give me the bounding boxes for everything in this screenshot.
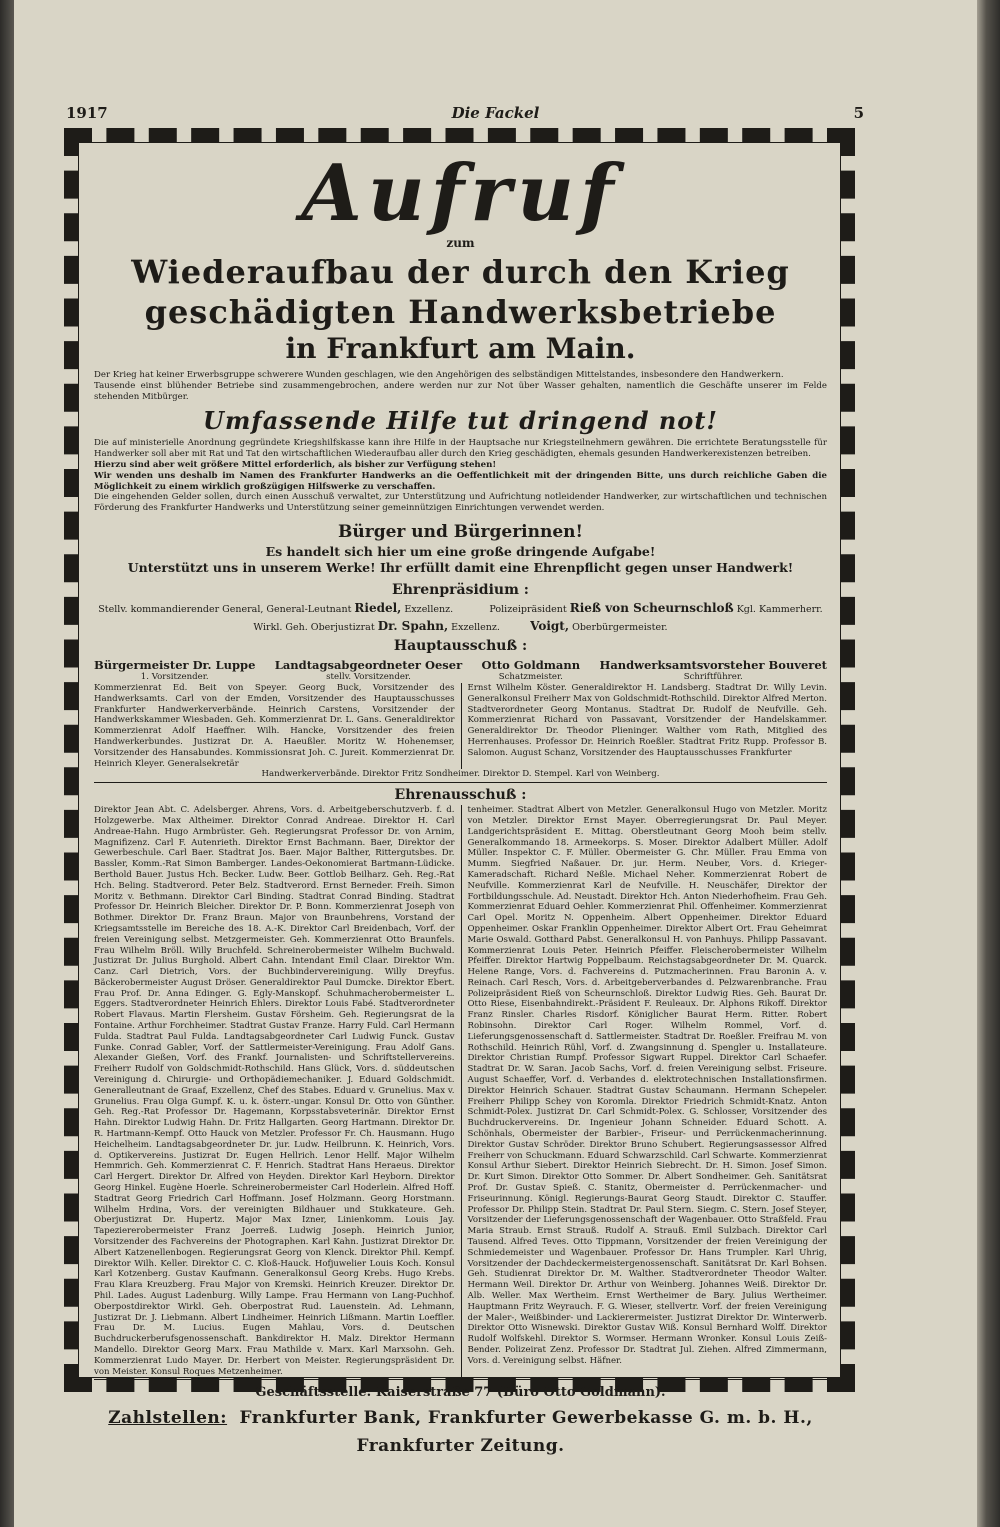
- citizens-heading: Bürger und Bürgerinnen!: [338, 521, 583, 542]
- honorary-presidium-row-2: [94, 618, 827, 636]
- main-committee-left-column: Kommerzienrat Ed. Beit von Speyer. Georg Buck, Vorsitzender des Handwerksamts. Carl von der Emden, Vorsitzender des Hauptausschusses Frankfurter Handwerkerverbände. Heinrich Carstens, Vorsitzender der Handwerkskammer Wiesbaden. Geh. Kommerzienrat Dr. L. Gans. Generaldirektor Kommerzienrat Adolf Haeffner. Wilh. Hancke, Vorsitzender des freien Handwerkerbundes. Justizrat Dr. A. Haeußler. Moritz W. Hohenemser, Vorsitzender des Hansabundes. Kommissionsrat Joh. C. Jureit. Kommerzienrat Dr. Heinrich Kleyer. Generalsekretär: [94, 682, 455, 769]
- presidium-member-name: Rieß von Scheurnschloß: [569, 600, 734, 615]
- honorary-committee-right-column: tenheimer. Stadtrat Albert von Metzler. Generalkonsul Hugo von Metzler. Moritz von Metzler. Direktor Ernst Mayer. Oberregierungsrat Dr. Paul Meyer. Landgerichtspräsident E. Mittag. Oberstleutnant Georg Mooh beim stellv. Generalkommando 18. Armeekorps. S. Moser. Direktor Adalbert Müller. Adolf Müller. Inspektor C. F. Müller. Obermeister G. Chr. Müller. Frau Emma von Mumm. Siegfried Naßauer. Dr. jur. Herm. Neuber, Vors. d. Krieger-Kameradschaft. Richard Neßle. Michael Neher. Kommerzienrat Robert de Neufville. Kommerzienrat Karl de Neufville. H. Neuschäfer, Direktor der Fortbildungsschule. Ad. Neustadt. Direktor Hch. Anton Niederhofheim. Frau Geh. Kommerzienrat Eduard Oehler. Kommerzienrat Phil. Offenheimer. Kommerzienrat Carl Opel. Moritz N. Oppenheim. Albert Oppenheimer. Direktor Eduard Oppenheimer. Oskar Franklin Oppenheimer. Direktor Albert Ort. Frau Geheimrat Marie Oswald. Gotthard Pabst. Generalkonsul H. von Panhuys. Philipp Passavant. Kommerzienrat Louis Peter. Heinrich Pfeiffer. Fleischerobermeister Wilhelm Pfeiffer. Direktor Hartwig Poppelbaum. Reichstagsabgeordneter Dr. M. Quarck. Helene Range, Vors. d. Fachvereins d. Putzmacherinnen. Frau Baronin A. v. Reinach. Carl Resch, Vors. d. Arbeitgeberverbandes d. Pelzwarenbranche. Frau Polizeipräsident Rieß von Scheurnschloß. Direktor Ludwig Ries. Geh. Baurat Dr. Otto Riese, Eisenbahndirekt.-Präsident F. Reuleaux. Dr. Alphons Rikoff. Direktor Franz Rinsler. Charles Risdorf. Königlicher Baurat Herm. Ritter. Robert Robinsohn. Direktor Carl Roger. Wilhelm Rommel, Vorf. d. Lieferungsgenossenschaft d. Sattlermeister. Stadtrat Dr. Roeßler. Freifrau M. von Rothschild. Heinrich Rühl, Vorf. d. Zwangsinnung d. Spengler u. Installateure. Direktor Christian Rumpf. Professor Sigwart Ruppel. Direktor Carl Schaefer. Stadtrat Dr. W. Saran. Jacob Sachs, Vorf. d. freien Vereinigung selbst. Friseure. August Schaeffer, Vorf. d. Verbandes d. elektrotechnischen Installationsfirmen. Direktor Heinrich Schauer. Stadtrat Gustav Schaumann. Hermann Schepeler. Freiherr Philipp Schey von Koromla. Direktor Friedrich Schmidt-Knatz. Anton Schmidt-Polex. Justizrat Dr. Carl Schmidt-Polex. G. Schlosser, Vorsitzender des Buchdruckervereins. Dr. Ingenieur Johann Schneider. Eduard Schott. A. Schönhals, Obermeister der Barbier-, Friseur- und Perrückenmacherinnung. Direktor Gustav Schröder. Direktor Bruno Schubert. Regierungsassessor Alfred Freiherr von Schuckmann. Eduard Schwarzschild. Carl Schwarte. Kommerzienrat Konsul Arthur Siebert. Direktor Heinrich Siebrecht. Dr. H. Simon. Josef Simon. Dr. Kurt Simon. Direktor Otto Sommer. Dr. Albert Sondheimer. Geh. Sanitätsrat Prof. Dr. Gustav Spieß. C. Stanitz, Obermeister d. Perrückenmacher- und Friseurinnung. Königl. Regierungs-Baurat Georg Staudt. Direktor C. Stauffer. Professor Dr. Philipp Stein. Stadtrat Dr. Paul Stern. Siegm. C. Stern. Josef Steyer, Vorsitzender der Lieferungsgenossenschaft der Wagenbauer. Otto Straßfeld. Frau Maria Straub. Ernst Strauß. Rudolf A. Strauß. Emil Sulzbach. Direktor Carl Tausend. Alfred Teves. Otto Tippmann, Vorsitzender der freien Vereinigung der Schmiedemeister und Wagenbauer. Professor Dr. Hans Trumpler. Karl Uhrig, Vorsitzender der Dachdeckermeistergenossenschaft. Sanitätsrat Dr. Karl Bohsen. Geh. Studienrat Direktor Dr. M. Walther. Stadtverordneter Theodor Walter. Hermann Weil. Direktor Dr. Arthur von Weinberg. Johannes Weiß. Direktor Dr. Alb. Weller. Max Wertheim. Ernst Wertheimer de Bary. Julius Wertheimer. Hauptmann Fritz Weyrauch. F. G. Wieser, stellvertr. Vorf. der freien Vereinigung der Maler-, Weißbinder- und Lackierermeister. Justizrat Direktor Dr. Winterwerb. Direktor Otto Wisnewski. Direktor Gustav Wiß. Konsul Bernhard Wolff. Direktor Rudolf Wolfskehl. Direktor S. Wormser. Hermann Wronker. Konsul Louis Zeiß-Bender. Polizeirat Zenz. Professor Dr. Stadtrat Jul. Ziehen. Alfred Zimmermann, Vors. d. Vereinigung selbst. Häfner.: [467, 805, 827, 1366]
- running-head-year: 1917: [66, 104, 108, 122]
- subtitle-line-1: Wiederaufbau der durch den Krieg: [131, 253, 790, 291]
- presidium-member-name: Dr. Spahn,: [377, 618, 449, 633]
- announcement: [94, 148, 827, 1457]
- officer-name: Bürgermeister Dr. Luppe: [94, 657, 256, 672]
- body-paragraph-1: Die auf ministerielle Anordnung gegründete Kriegshilfskasse kann ihre Hilfe in der Hauptsache nur Kriegsteilnehmern gewähren. Die errichtete Beratungsstelle für Handwerker soll aber mit Rat und Tat den wirtschaftlichen Wiederaufbau aller durch den Krieg geschädigten, ehemals gesunden Handwerkerexistenzen betreiben.: [94, 438, 827, 460]
- officer-name: Handwerksamtsvorsteher Bouveret: [599, 657, 827, 672]
- intro-paragraph-1: Der Krieg hat keiner Erwerbsgruppe schwerere Wunden geschlagen, wie den Angehörigen des selbständigen Mittelstandes, insbesondere den Handwerkern.: [94, 370, 784, 380]
- newspaper-page: [14, 0, 977, 1527]
- presidium-member-honorific: Kgl. Kammerherr.: [736, 603, 823, 615]
- officer: [94, 658, 255, 683]
- officer-role: Schriftführer.: [683, 671, 743, 682]
- main-committee-members: [94, 683, 827, 769]
- main-committee-tail: Handwerkerverbände. Direktor Fritz Sondheimer. Direktor D. Stempel. Karl von Weinberg.: [261, 769, 660, 780]
- officer-role: 1. Vorsitzender.: [140, 671, 209, 682]
- body-paragraph-4: Die eingehenden Gelder sollen, durch einen Ausschuß verwaltet, zur Unterstützung und Aufrichtung notleidender Handwerker, zur wirtschaftlichen und technischen Förderung des Frankfurter Handwerks und Unterstützung seiner gemeinnützigen Einrichtungen verwendet werden.: [94, 492, 827, 514]
- section-divider: [94, 1379, 827, 1380]
- honorary-presidium-heading: Ehrenpräsidium :: [392, 581, 529, 598]
- main-committee-right-column: Ernst Wilhelm Köster. Generaldirektor H. Landsberg. Stadtrat Dr. Willy Levin. Generalkonsul Freiherr Max von Goldschmidt-Rothschild. Direktor Alfred Merton. Stadtverordneter Georg Montanus. Stadtrat Dr. Rudolf de Neufville. Geh. Kommerzienrat Richard von Passavant, Vorsitzender der Handelskammer. Generaldirektor Dr. Theodor Plieninger. Walther vom Rath, Mitglied des Herrenhauses. Professor Dr. Heinrich Roeßler. Stadtrat Fritz Rupp. Professor B. Salomon. August Schanz, Vorsitzender des Hauptausschusses Frankfurter: [467, 682, 827, 758]
- officer: [482, 658, 581, 683]
- subtitle-line-3: in Frankfurt am Main.: [285, 332, 636, 365]
- officer: [599, 658, 827, 683]
- officer-name: Landtagsabgeordneter Oeser: [274, 657, 463, 672]
- honorary-committee-members: [94, 805, 827, 1377]
- officer-name: Otto Goldmann: [481, 657, 581, 672]
- presidium-member-honorific: Exzellenz.: [451, 621, 500, 633]
- presidium-member-title: Polizeipräsident: [489, 603, 567, 615]
- office-address: Geschäftsstelle: Kaiserstraße 77 (Büro Otto Goldmann).: [255, 1385, 666, 1401]
- running-head-journal: Die Fackel: [451, 104, 540, 122]
- section-divider: [94, 782, 827, 783]
- announcement-title: Aufruf: [301, 148, 620, 239]
- heading-block: [94, 150, 827, 366]
- presidium-member-name: Voigt,: [530, 618, 570, 633]
- honorary-presidium-row-1: [94, 600, 827, 618]
- help-heading: Umfassende Hilfe tut dringend not!: [203, 406, 718, 436]
- appeal-line-2: Unterstützt uns in unserem Werke! Ihr erfüllt damit eine Ehrenpflicht gegen unser Handwerk!: [127, 559, 794, 575]
- officer: [275, 658, 462, 683]
- presidium-member-name: Riedel,: [354, 600, 402, 615]
- payment-offices-list: Frankfurter Bank, Frankfurter Gewerbekasse G. m. b. H., Frankfurter Zeitung.: [239, 1408, 813, 1457]
- intro-paragraph-2: Tausende einst blühender Betriebe sind zusammengebrochen, andere werden nur zur Not über Wasser gehalten, namentlich die Geschäfte unserer im Felde stehenden Mitbürger.: [94, 380, 827, 402]
- honorary-committee-left-column: Direktor Jean Abt. C. Adelsberger. Ahrens, Vors. d. Arbeitgeberschutzverb. f. d. Holzgewerbe. Max Altheimer. Direktor Conrad Andreae. Direktor H. Carl Andreae-Hahn. Hugo Armbrüster. Geh. Regierungsrat Professor Dr. von Arnim, Magnifizenz. Carl F. Autenrieth. Direktor Ernst Bachmann. Baer, Direktor der Gewerbeschule. Carl Baer. Stadtrat Jos. Baer. Major Balther, Rittergutsbes. Dr. Bassler, Komm.-Rat Simon Bamberger. Landes-Oekonomierat Bartmann-Lüdicke. Berthold Bauer. Justus Hch. Becker. Ludw. Beer. Gottlob Beilharz. Geh. Reg.-Rat Hch. Beling. Stadtverord. Peter Belz. Stadtverord. Ernst Berneder. Freih. Simon Moritz v. Bethmann. Direktor Carl Binding. Stadtrat Conrad Binding. Stadtrat Professor Dr. Heinrich Bleicher. Direktor Dr. P. Bonn. Kommerzienrat Joseph von Bothmer. Direktor Dr. Franz Braun. Major von Braunbehrens, Vorstand der Kriegsamtsstelle im Bereiche des 18. A.-K. Direktor Carl Breidenbach, Vorf. der freien Vereinigung selbst. Metzgermeister. Geh. Kommerzienrat Otto Braunfels. Frau Wilhelm Bröll. Willy Bruchfeld. Schreinerobermeister Wilhelm Buchwald. Justizrat Dr. Julius Burghold. Albert Cahn. Intendant Emil Claar. Direktor Wm. Canz. Carl Dietrich, Vors. der Buchbindervereinigung. Willy Dreyfus. Bäckerobermeister August Dröser. Generaldirektor Paul Dumcke. Direktor Ebert. Frau Prof. Dr. Anna Edinger. G. Egly-Manskopf. Schuhmacherobermeister L. Eggers. Stadtverordneter Heinrich Ehlers. Direktor Louis Fabé. Stadtverordneter Robert Flavaus. Martin Flersheim. Gustav Försheim. Geh. Regierungsrat de la Fontaine. Arthur Forchheimer. Stadtrat Gustav Franze. Harry Fuld. Carl Hermann Fulda. Stadtrat Paul Fulda. Landtagsabgeordneter Carl Ludwig Funck. Gustav Funke. Conrad Gabler, Vorf. der Sattlermeister-Vereinigung. Frau Adolf Gans. Alexander Gießen, Vorf. des Frankf. Journalisten- und Schriftstellervereins. Freiherr Rudolf von Goldschmidt-Rothschild. Hans Glück, Vors. d. süddeutschen Vereinigung d. Chirurgie- und Orthopädiemechaniker. J. Eduard Goldschmidt. Generalleutnant de Graaf, Exzellenz, Chef des Stabes. Eduard v. Grunelius. Max v. Grunelius. Frau Olga Gumpf. K. u. k. österr.-ungar. Konsul Dr. Otto von Günther. Geh. Reg.-Rat Professor Dr. Hagemann, Korpsstabsveterinär. Direktor Ernst Hahn. Direktor Ludwig Hahn. Dr. Fritz Hallgarten. Georg Hartmann. Direktor Dr. R. Hartmann-Kempf. Otto Hauck von Metzler. Professor Fr. Ch. Hausmann. Hugo Heichelheim. Landtagsabgeordneter Dr. jur. Ludw. Heilbrunn. K. Heinrich, Vors. d. Optikervereins. Justizrat Dr. Eugen Hellrich. Lenor Hellf. Major Wilhelm Hemmrich. Geh. Kommerzienrat C. F. Henrich. Stadtrat Hans Heraeus. Direktor Carl Hergert. Direktor Dr. Alfred von Heyden. Direktor Karl Heyborn. Direktor Georg Hinkel. Eugène Hoerle. Schreinerobermeister Carl Hoderlein. Alfred Hoff. Stadtrat Georg Friedrich Carl Hoffmann. Josef Holzmann. Georg Horstmann. Wilhelm Hrdina, Vors. der vereinigten Bildhauer und Stukkateure. Geh. Oberjustizrat Dr. Hupertz. Major Max Izner, Linienkomm. Louis Jay. Tapeziererobermeister Franz Joerreß. Ludwig Joseph. Heinrich Junior, Vorsitzender des Fachvereins der Photographen. Karl Kahn. Justizrat Direktor Dr. Albert Katzenellenbogen. Regierungsrat Georg von Klenck. Direktor Phil. Kempf. Direktor Wilh. Keller. Direktor C. C. Kloß-Hauck. Hofjuwelier Louis Koch. Konsul Karl Kotzenberg. Gustav Kaufmann. Generalkonsul Georg Krebs. Hugo Krebs. Frau Klara Kreuzberg. Frau Major von Kremski. Heinrich Kreuzer. Direktor Dr. Phil. Lades. August Ladenburg. Willy Lampe. Frau Hermann von Lang-Puchhof. Oberpostdirektor Wirkl. Geh. Oberpostrat Rud. Lauenstein. Ad. Lehmann, Justizrat Dr. J. Liebmann. Albert Lindheimer. Heinrich Lißmann. Martin Loeffler. Frau Dr. M. Lucius. Eugen Mahlau, Vors. d. Deutschen Buchdruckerberufsgenossenschaft. Bankdirektor H. Malz. Direktor Hermann Mandello. Direktor Georg Marx. Frau Mathilde v. Marx. Karl Marxsohn. Geh. Kommerzienrat Ludo Mayer. Dr. Herbert von Meister. Regierungspräsident Dr. von Meister. Konsul Roques Metzenheimer.: [94, 805, 455, 1377]
- presidium-member-honorific: Oberbürgermeister.: [572, 621, 668, 633]
- main-committee-officers: [94, 658, 827, 683]
- title-connector: zum: [446, 236, 475, 250]
- appeal-line-1: Es handelt sich hier um eine große dringende Aufgabe!: [265, 543, 656, 559]
- payment-offices-label: Zahlstellen:: [108, 1408, 228, 1429]
- main-committee-heading: Hauptausschuß :: [393, 637, 528, 654]
- subtitle-line-2: geschädigten Handwerksbetriebe: [144, 293, 777, 331]
- page-stack-edge: [977, 0, 1000, 1527]
- officer-role: Schatzmeister.: [498, 671, 563, 682]
- officer-role: stellv. Vorsitzender.: [326, 671, 411, 682]
- presidium-member-honorific: Exzellenz.: [404, 603, 454, 615]
- presidium-member-title: Wirkl. Geh. Oberjustizrat: [253, 621, 375, 633]
- book-binding-edge: [0, 0, 14, 1527]
- running-head-page: 5: [853, 104, 864, 122]
- honorary-committee-heading: Ehrenausschuß :: [394, 787, 527, 804]
- body-paragraph-2: Hierzu sind aber weit größere Mittel erforderlich, als bisher zur Verfügung stehen!: [94, 459, 497, 470]
- body-paragraph-3: Wir wenden uns deshalb im Namen des Frankfurter Handwerks an die Oeffentlichkeit mit der dringenden Bitte, uns durch reichliche Gaben die Möglichkeit zu einem wirklich großzügigen Hilfswerke zu verschaffen.: [94, 470, 827, 492]
- running-head: [14, 104, 977, 124]
- payment-offices: [94, 1404, 827, 1460]
- presidium-member-title: Stellv. kommandierender General, General-Leutnant: [98, 603, 352, 615]
